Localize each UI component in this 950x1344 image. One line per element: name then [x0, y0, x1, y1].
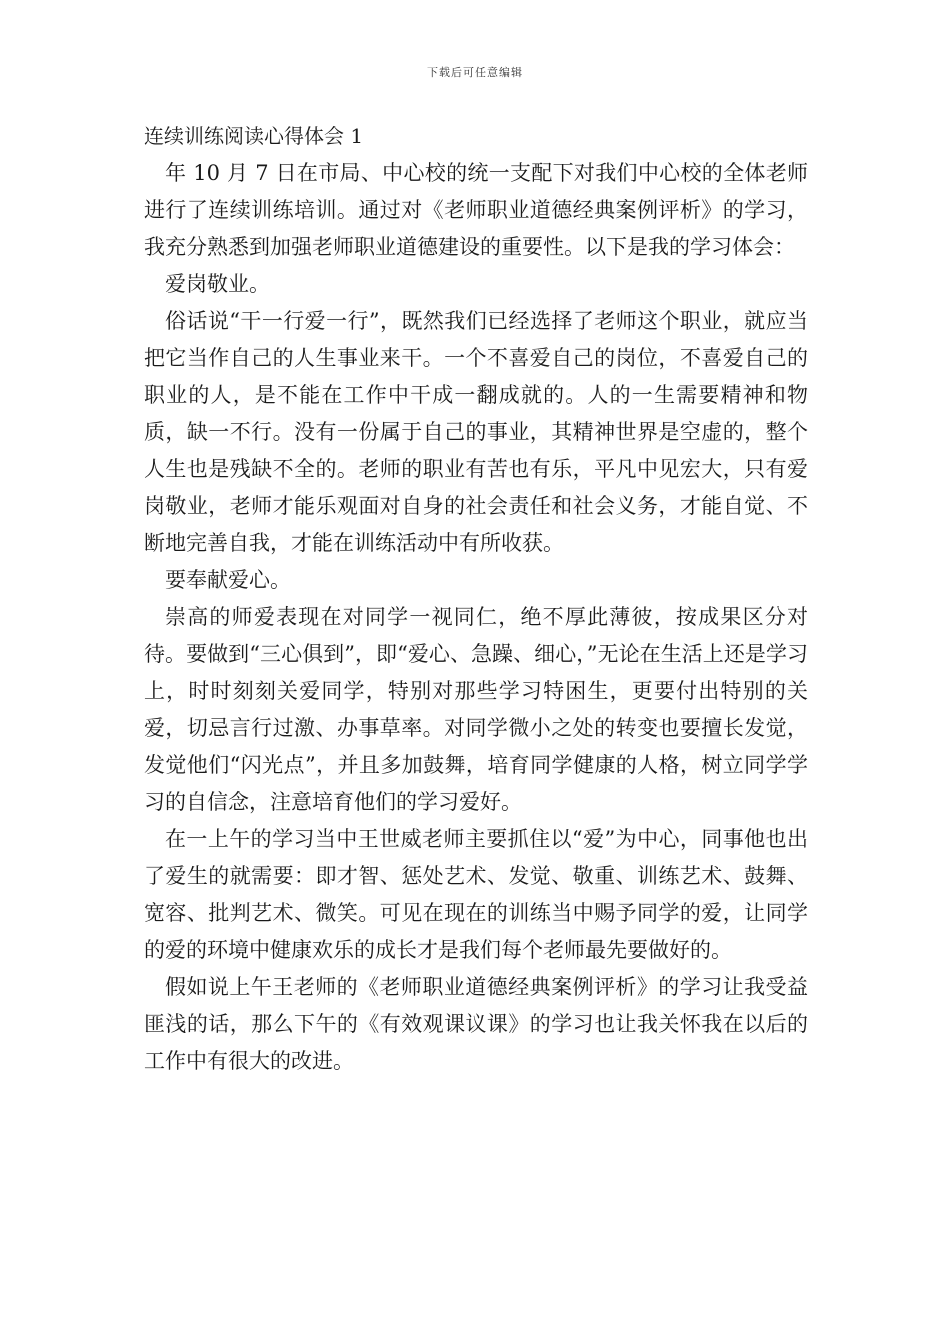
paragraph-dedication: 俗话说“干一行爱一行”，既然我们已经选择了老师这个职业，就应当把它当作自己的人生事业来干。一个不喜爱自己的岗位，不喜爱自己的职业的人，是不能在工作中干成一翻成就的。人的一生需要精神和物质，缺一不行。没有一份属于自己的事业，其精神世界是空虚的，整个人生也是残缺不全的。老师的职业有苦也有乐，平凡中见宏大，只有爱岗敬业，老师才能乐观面对自身的社会责任和社会义务，才能自觉、不断地完善自我，才能在训练活动中有所收获。: [144, 309, 808, 555]
paragraph-love: 崇高的师爱表现在对同学一视同仁，绝不厚此薄彼，按成果区分对待。要做到“三心俱到”，即“爱心、急躁、细心，”无论在生活上还是学习上，时时刻刻关爱同学，特别对那些学习特困生，更要付出特别的关爱，切忌言行过激、办事草率。对同学微小之处的转变也要擅长发觉，发觉他们“闪光点”，并且多加鼓舞，培育同学健康的人格，树立同学学习的自信念，注意培育他们的学习爱好。: [144, 605, 808, 814]
paragraph-heading-dedication: 爱岗敬业。: [165, 272, 270, 296]
paragraph-afternoon-study: 假如说上午王老师的《老师职业道德经典案例评析》的学习让我受益匪浅的话，那么下午的《有效观课议课》的学习也让我关怀我在以后的工作中有很大的改进。: [144, 975, 808, 1073]
document-title: 连续训练阅读心得体会 1: [144, 124, 364, 148]
page-header: 下载后可任意编辑: [427, 66, 523, 79]
paragraph-heading-love: 要奉献爱心。: [165, 568, 291, 592]
paragraph-morning-study: 在一上午的学习当中王世威老师主要抓住以“爱”为中心，同事他也出了爱生的就需要：即才智、惩处艺术、发觉、敬重、训练艺术、鼓舞、宽容、批判艺术、微笑。可见在现在的训练当中赐予同学的爱，让同学的爱的环境中健康欢乐的成长才是我们每个老师最先要做好的。: [144, 827, 808, 962]
document-body: [144, 118, 808, 1080]
paragraph-intro: 年 10 月 7 日在市局、中心校的统一支配下对我们中心校的全体老师进行了连续训练培训。通过对《老师职业道德经典案例评析》的学习，我充分熟悉到加强老师职业道德建设的重要性。以下是我的学习体会：: [144, 161, 808, 259]
